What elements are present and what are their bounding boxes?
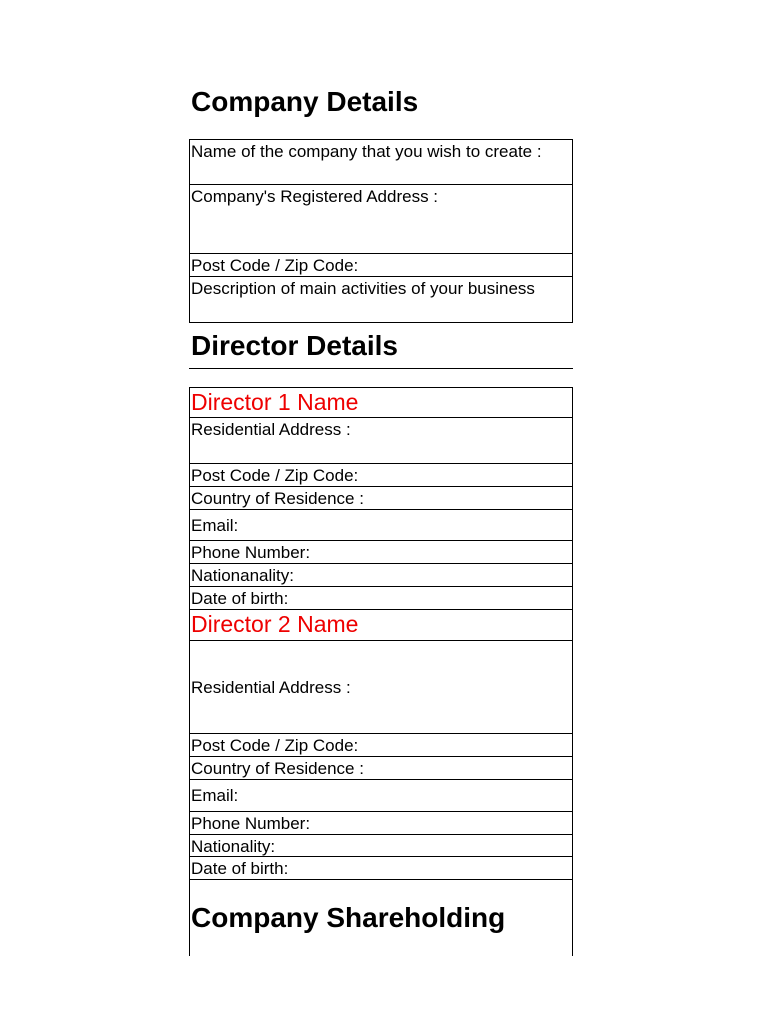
- director-1-nationality-field[interactable]: Nationanality:: [189, 564, 573, 587]
- director-1-phone-field[interactable]: Phone Number:: [189, 541, 573, 564]
- director-2-country-field[interactable]: Country of Residence :: [189, 757, 573, 780]
- registered-address-field[interactable]: Company's Registered Address :: [189, 185, 573, 254]
- business-description-field[interactable]: Description of main activities of your business: [189, 277, 573, 323]
- divider: [189, 368, 573, 369]
- company-shareholding-heading: Company Shareholding: [191, 902, 506, 933]
- director-2-name-field[interactable]: Director 2 Name: [189, 610, 573, 641]
- director-2-address-field[interactable]: Residential Address :: [189, 641, 573, 734]
- company-details-table: [189, 139, 573, 323]
- director-2-email-field[interactable]: Email:: [189, 780, 573, 812]
- company-postcode-field[interactable]: Post Code / Zip Code:: [189, 254, 573, 277]
- company-details-heading: Company Details: [191, 86, 419, 117]
- company-name-field[interactable]: Name of the company that you wish to create :: [189, 139, 573, 185]
- director-2-phone-field[interactable]: Phone Number:: [189, 812, 573, 835]
- director-1-country-field[interactable]: Country of Residence :: [189, 487, 573, 510]
- director-details-table: [189, 387, 573, 880]
- director-2-postcode-field[interactable]: Post Code / Zip Code:: [189, 734, 573, 757]
- director-1-dob-field[interactable]: Date of birth:: [189, 587, 573, 610]
- director-details-heading: Director Details: [191, 330, 398, 361]
- director-2-nationality-field[interactable]: Nationality:: [189, 835, 573, 857]
- director-1-name-field[interactable]: Director 1 Name: [189, 387, 573, 418]
- director-2-dob-field[interactable]: Date of birth:: [189, 857, 573, 880]
- director-1-address-field[interactable]: Residential Address :: [189, 418, 573, 464]
- director-1-email-field[interactable]: Email:: [189, 510, 573, 541]
- director-1-postcode-field[interactable]: Post Code / Zip Code:: [189, 464, 573, 487]
